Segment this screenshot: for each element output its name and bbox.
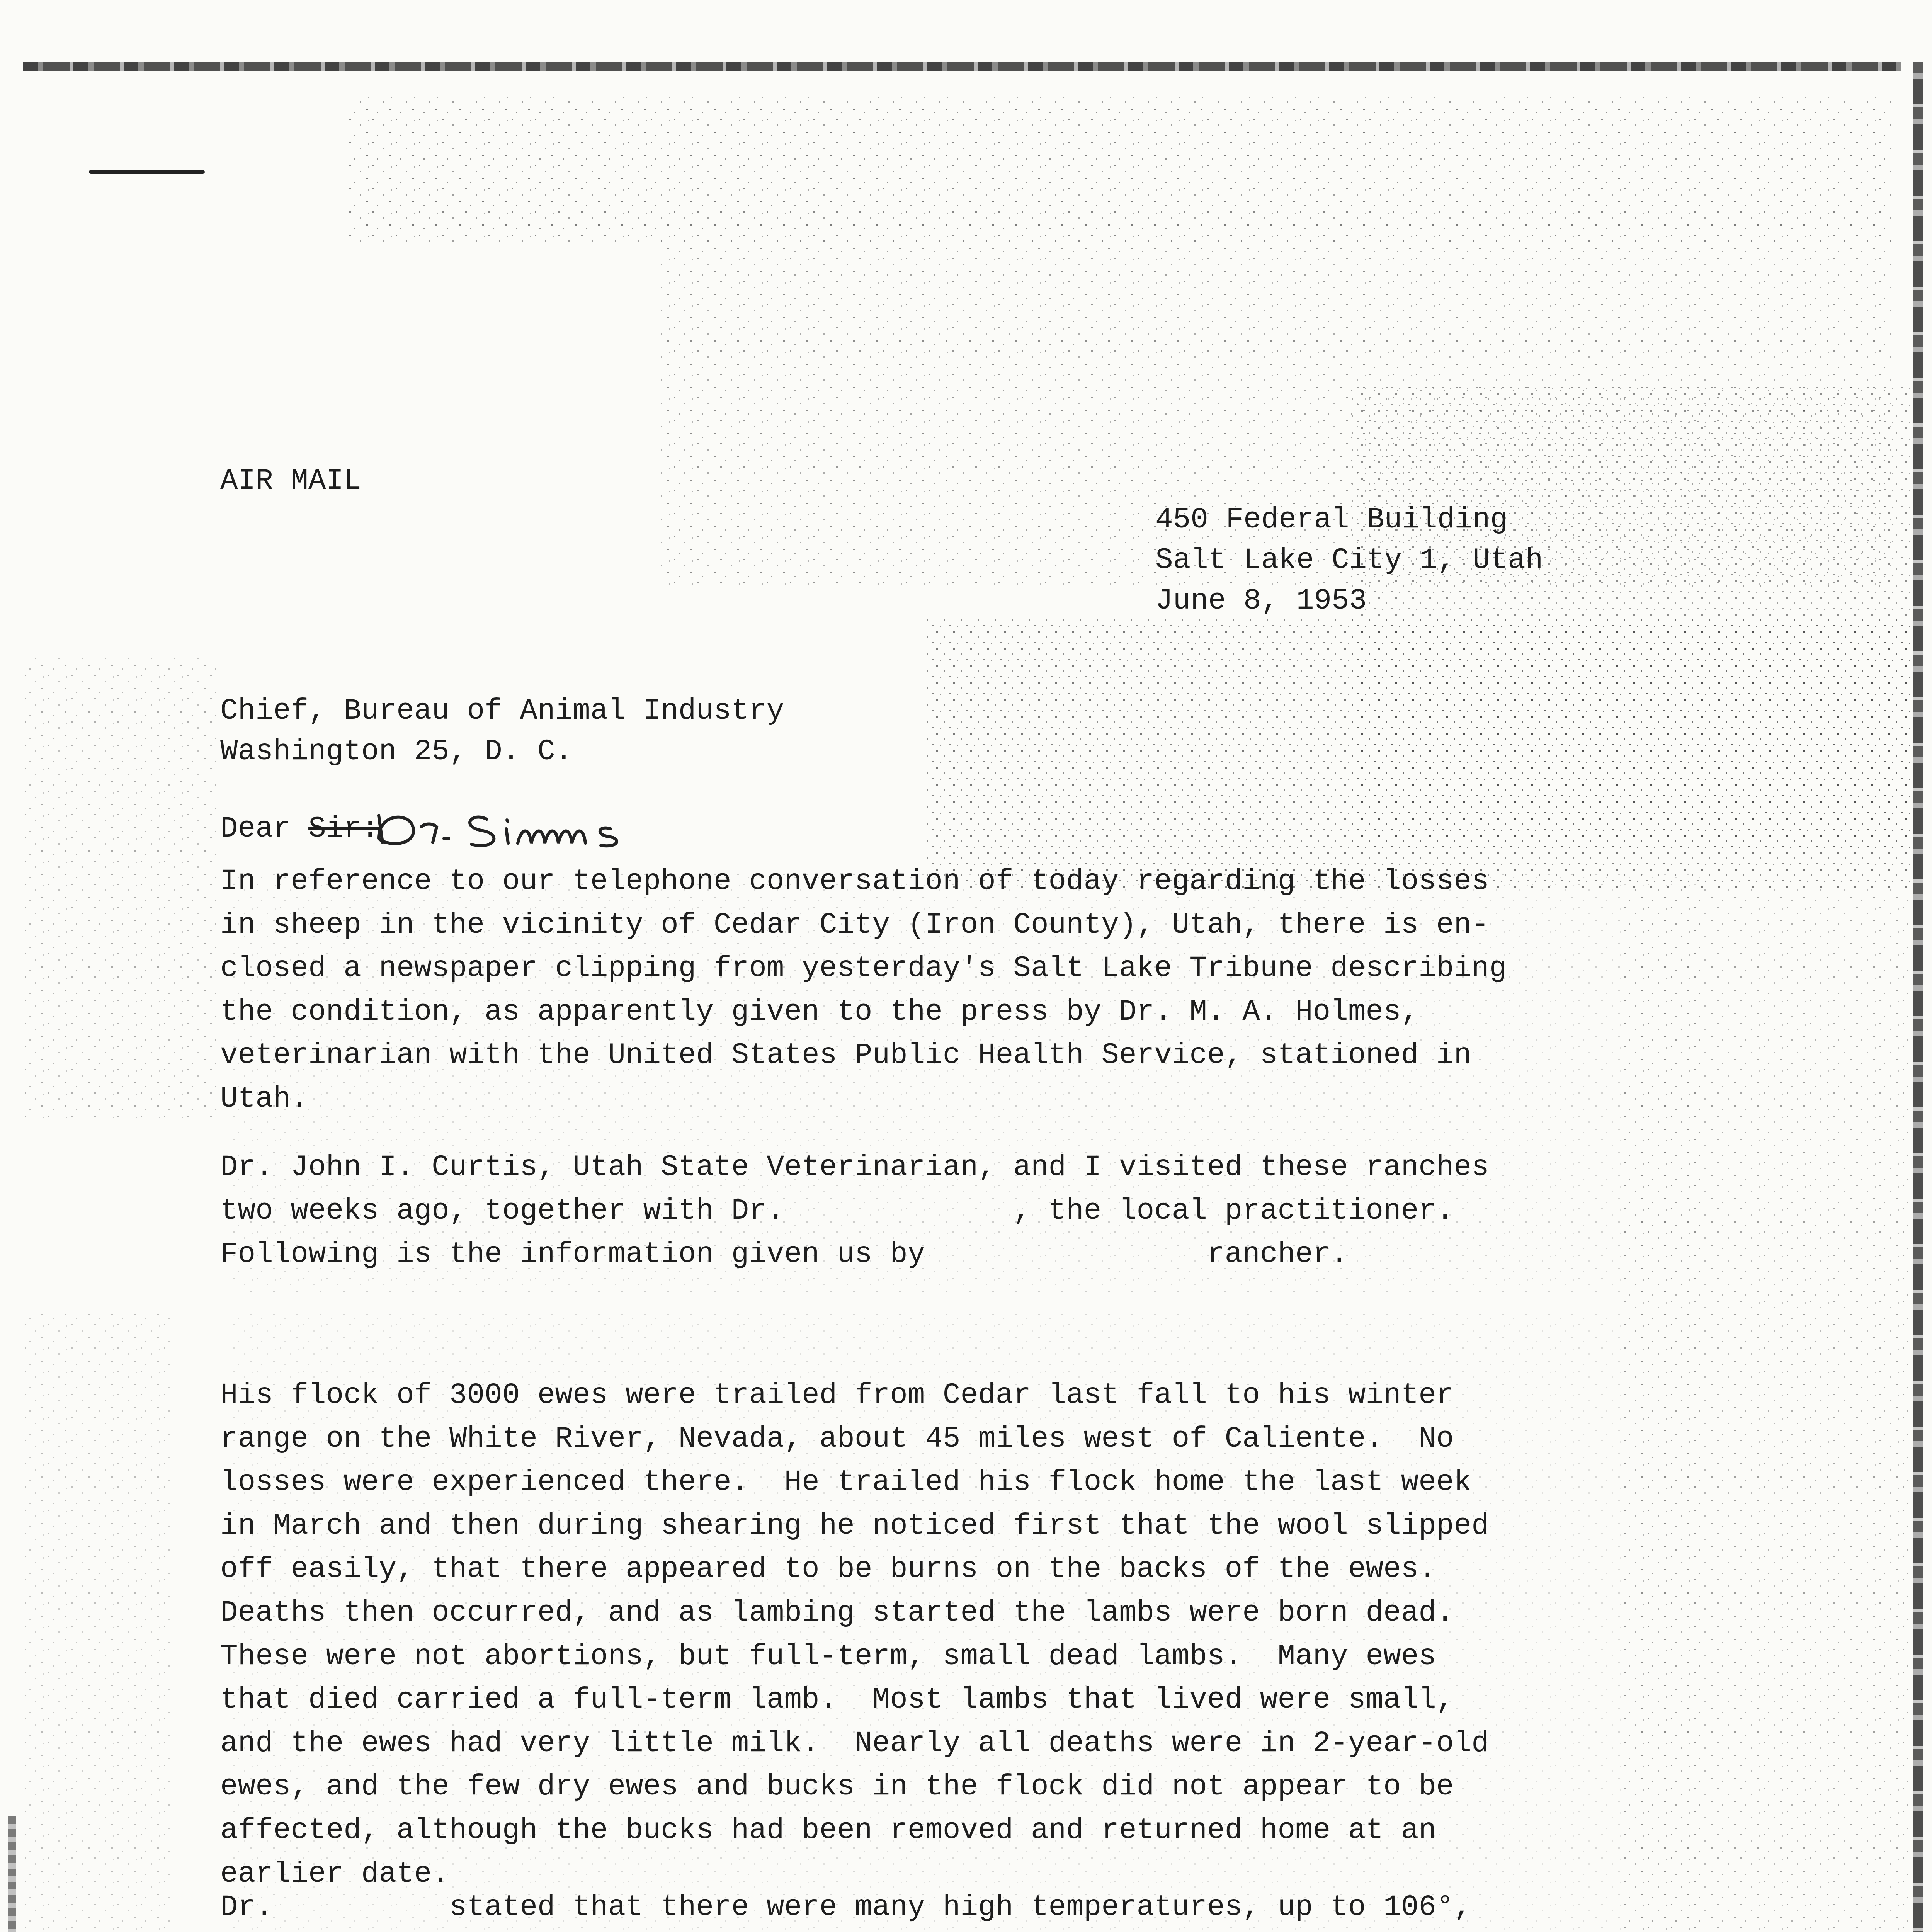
paragraph-line: Deaths then occurred, and as lambing started the lambs were born dead. — [220, 1596, 1454, 1629]
paragraph-line: Dr. stated that there were many high temperatures, up to 106°, — [220, 1891, 1472, 1924]
paragraph-line: the condition, as apparently given to the press by Dr. M. A. Holmes, — [220, 995, 1419, 1029]
paragraph-line: Utah. — [220, 1082, 309, 1116]
paragraph-line: Following is the information given us by rancher. — [220, 1238, 1348, 1271]
handwritten-salutation — [371, 800, 649, 856]
salutation — [220, 810, 379, 848]
paragraph-2 — [220, 1146, 1489, 1276]
salutation-typed: Dear — [220, 812, 291, 845]
paragraph-line: closed a newspaper clipping from yesterday's Salt Lake Tribune describing — [220, 952, 1507, 985]
paragraph-1 — [220, 860, 1507, 1121]
paragraph-line: earlier date. — [220, 1857, 449, 1891]
paragraph-line: Dr. John I. Curtis, Utah State Veterinarian, and I visited these ranches — [220, 1151, 1489, 1184]
recipient-city: Washington 25, D. C. — [220, 735, 573, 768]
paragraph-line: These were not abortions, but full-term, small dead lambs. Many ewes — [220, 1639, 1436, 1673]
paragraph-line: His flock of 3000 ewes were trailed from Cedar last fall to his winter — [220, 1379, 1454, 1412]
paragraph-line: that died carried a full-term lamb. Most lambs that lived were small, — [220, 1683, 1454, 1717]
paragraph-line: In reference to our telephone conversation of today regarding the losses — [220, 865, 1489, 898]
paragraph-line: two weeks ago, together with Dr. , the local practitioner. — [220, 1194, 1454, 1228]
letter-date: June 8, 1953 — [1155, 584, 1367, 617]
sender-address-city: Salt Lake City 1, Utah — [1155, 544, 1543, 577]
paragraph-line — [220, 1929, 1507, 1932]
paragraph-line: off easily, that there appeared to be burns on the backs of the ewes. — [220, 1553, 1436, 1586]
paragraph-line: losses were experienced there. He trailed his flock home the last week — [220, 1466, 1472, 1499]
sender-address-street: 450 Federal Building — [1155, 503, 1508, 536]
paragraph-line: ewes, and the few dry ewes and bucks in the flock did not appear to be — [220, 1770, 1454, 1804]
mail-class: AIR MAIL — [220, 464, 361, 498]
recipient-title: Chief, Bureau of Animal Industry — [220, 694, 784, 728]
paragraph-4 — [220, 1886, 1507, 1932]
paragraph-3 — [220, 1374, 1489, 1896]
paragraph-line: affected, although the bucks had been removed and returned home at an — [220, 1813, 1436, 1847]
handwritten-salutation-drawing — [371, 800, 649, 854]
paragraph-line: in March and then during shearing he noticed first that the wool slipped — [220, 1509, 1489, 1543]
paragraph-line: in sheep in the vicinity of Cedar City (Iron County), Utah, there is en- — [220, 908, 1489, 942]
paragraph-line: veterinarian with the United States Public Health Service, stationed in — [220, 1039, 1472, 1072]
paragraph-line: range on the White River, Nevada, about 45 miles west of Caliente. No — [220, 1422, 1454, 1456]
paragraph-line: and the ewes had very little milk. Nearly all deaths were in 2-year-old — [220, 1726, 1489, 1760]
salutation-struck: Sir: — [308, 812, 379, 845]
